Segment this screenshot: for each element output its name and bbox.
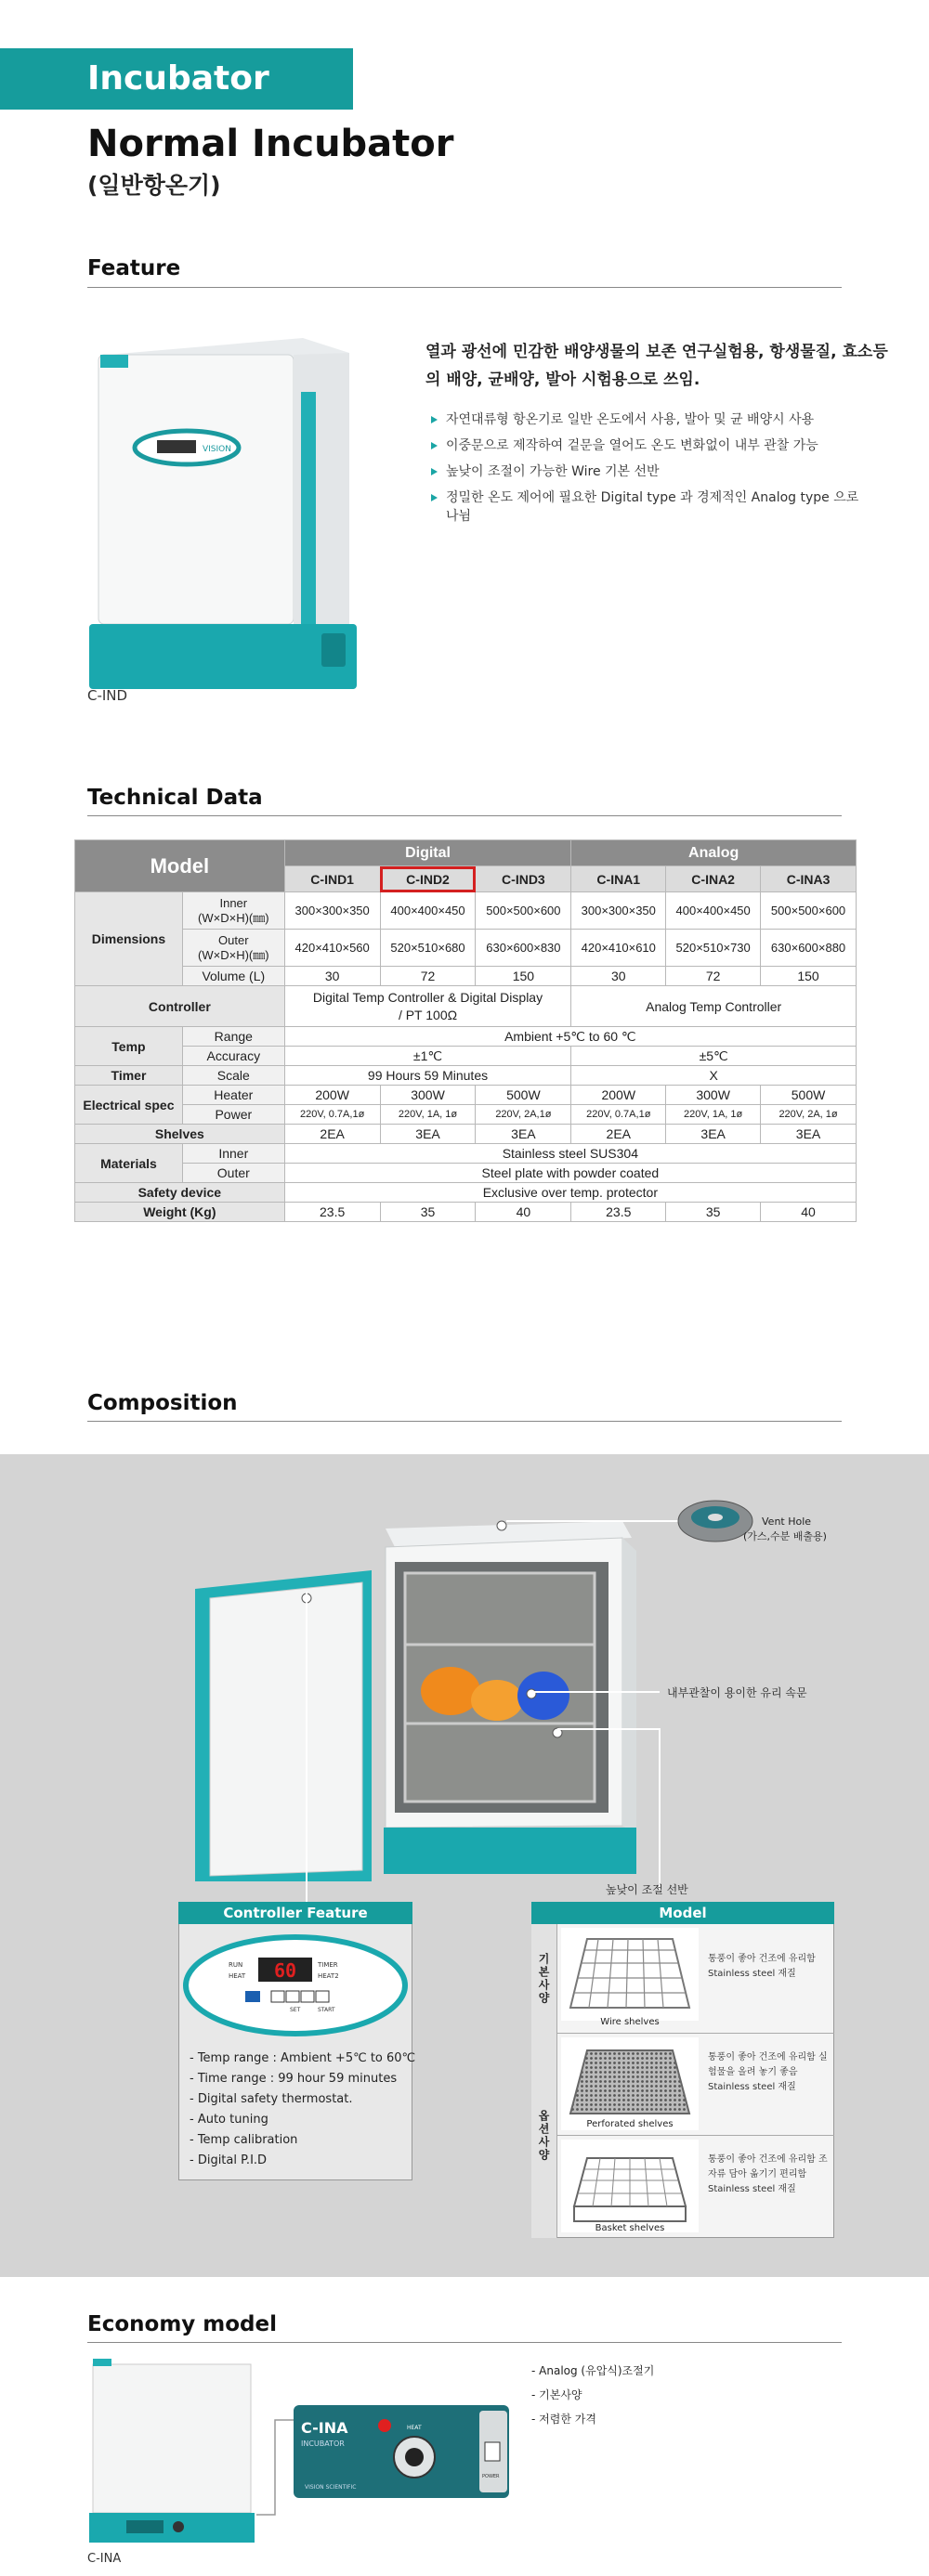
weight: 35 — [380, 1203, 476, 1222]
shelves-label: Shelves — [75, 1125, 285, 1144]
weight: 40 — [761, 1203, 857, 1222]
shelves: 3EA — [761, 1125, 857, 1144]
economy-image-caption: C-INA — [87, 2552, 122, 2566]
inner-dim: 500×500×600 — [476, 892, 571, 930]
model-box-title: Model — [531, 1902, 834, 1924]
volume: 30 — [571, 967, 666, 986]
composition-section-title: Composition — [87, 1391, 238, 1415]
controller-digital-line2: / PT 100Ω — [398, 1007, 458, 1022]
weight: 35 — [666, 1203, 761, 1222]
controller-feature-item: - Temp range : Ambient +5℃ to 60℃ — [190, 2051, 416, 2065]
feature-section-title: Feature — [87, 256, 181, 280]
inner-dim: 500×500×600 — [761, 892, 857, 930]
power: 220V, 0.7A,1ø — [571, 1105, 666, 1125]
economy-item: - 저렴한 가격 — [531, 2413, 596, 2426]
volume: 150 — [476, 967, 571, 986]
heater: 500W — [476, 1086, 571, 1105]
volume: 72 — [380, 967, 476, 986]
outer-dim: 520×510×680 — [380, 930, 476, 967]
range-value: Ambient +5℃ to 60 ℃ — [284, 1027, 856, 1047]
start-label: START — [318, 2007, 335, 2013]
outer-dim: 630×600×830 — [476, 930, 571, 967]
weight: 40 — [476, 1203, 571, 1222]
set-label: SET — [290, 2007, 301, 2013]
page-subtitle: (일반항온기) — [87, 172, 221, 199]
weight: 23.5 — [571, 1203, 666, 1222]
model-row-basket — [557, 2136, 834, 2238]
volume: 150 — [761, 967, 857, 986]
power-label: Power — [182, 1105, 284, 1125]
perforated-shelf-image — [561, 2037, 699, 2130]
mat-inner-label: Inner — [182, 1144, 284, 1164]
power: 220V, 2A,1ø — [476, 1105, 571, 1125]
outer-dim: 420×410×610 — [571, 930, 666, 967]
economy-section-title: Economy model — [87, 2312, 278, 2336]
shelf-label: 높낮이 조절 선반 — [606, 1883, 688, 1896]
economy-divider — [87, 2342, 842, 2343]
economy-item: - Analog (유압식)조절기 — [531, 2364, 655, 2377]
feature-list — [429, 410, 875, 533]
feature-display-brand: VISION — [203, 445, 231, 454]
heater-label: Heater — [182, 1086, 284, 1105]
inner-dim: 300×300×350 — [284, 892, 380, 930]
power: 220V, 2A, 1ø — [761, 1105, 857, 1125]
mat-inner: Stainless steel SUS304 — [284, 1144, 856, 1164]
basket-shelf-caption: Basket shelves — [595, 2223, 665, 2233]
feature-divider — [87, 287, 842, 288]
model-name: C-INA2 — [666, 866, 761, 892]
controller-display-value: 60 — [273, 1959, 297, 1982]
feature-bullet: 정밀한 온도 제어에 필요한 Digital type 과 경제적인 Analog type 으로 나뉨 — [429, 488, 875, 526]
mat-outer-label: Outer — [182, 1164, 284, 1183]
analog-power-label: POWER — [482, 2474, 500, 2479]
basket-shelf-image — [561, 2140, 699, 2232]
weight-label: Weight (Kg) — [75, 1203, 285, 1222]
analog-panel-sub: INCUBATOR — [301, 2439, 345, 2448]
power: 220V, 1A, 1ø — [380, 1105, 476, 1125]
feature-headline: 열과 광선에 민감한 배양생물의 보존 연구실험용, 항생물질, 효소등의 배양, 균배양, 발아 시험용으로 쓰임. — [425, 343, 888, 389]
analog-panel-title: C-INA — [301, 2419, 348, 2437]
heat-label: HEAT — [229, 1972, 246, 1980]
tech-divider — [87, 815, 842, 816]
analog-heat-label: HEAT — [407, 2425, 422, 2431]
scale-label: Scale — [182, 1066, 284, 1086]
shelves: 3EA — [476, 1125, 571, 1144]
shelves: 2EA — [571, 1125, 666, 1144]
page-title: Normal Incubator — [87, 123, 454, 165]
feature-image-caption: C-IND — [87, 687, 128, 704]
composition-divider — [87, 1421, 842, 1422]
model-name: C-IND3 — [476, 866, 571, 892]
controller-feature-title: Controller Feature — [178, 1902, 412, 1924]
shelves: 3EA — [380, 1125, 476, 1144]
wire-shelf-desc: 통풍이 좋아 건조에 유리함 Stainless steel 재질 — [708, 1954, 816, 1979]
power: 220V, 1A, 1ø — [666, 1105, 761, 1125]
controller-feature-item: - Digital P.I.D — [190, 2153, 268, 2167]
accuracy-label: Accuracy — [182, 1047, 284, 1066]
glass-door-label: 내부관찰이 용이한 유리 속문 — [667, 1686, 807, 1699]
model-name: C-INA3 — [761, 866, 857, 892]
feature-bullet: 자연대류형 항온기로 일반 온도에서 사용, 발아 및 균 배양시 사용 — [429, 410, 875, 429]
outer-dim-label — [182, 930, 284, 967]
dimensions-label: Dimensions — [75, 892, 183, 986]
controller-analog: Analog Temp Controller — [571, 986, 857, 1027]
model-row-wire — [557, 1924, 834, 2034]
materials-label: Materials — [75, 1144, 183, 1183]
tech-section-title: Technical Data — [87, 786, 263, 810]
controller-feature-item: - Temp calibration — [190, 2133, 298, 2147]
heat2-label: HEAT2 — [318, 1972, 339, 1980]
model-name: C-IND1 — [284, 866, 380, 892]
inner-dim-label — [182, 892, 284, 930]
economy-item: - 기본사양 — [531, 2388, 582, 2401]
category-banner: Incubator — [0, 48, 353, 110]
safety-label: Safety device — [75, 1183, 285, 1203]
inner-dim: 300×300×350 — [571, 892, 666, 930]
controller-feature-list — [190, 2049, 415, 2171]
temp-label: Temp — [75, 1027, 183, 1066]
range-label: Range — [182, 1027, 284, 1047]
controller-feature-item: - Auto tuning — [190, 2113, 268, 2127]
controller-panel-image — [180, 1932, 411, 2039]
accuracy-analog: ±5℃ — [571, 1047, 857, 1066]
perforated-shelf-desc: 통풍이 좋아 건조에 유리함 실험물을 올려 놓기 좋음 Stainless steel 재질 — [708, 2052, 828, 2092]
timer-digital: 99 Hours 59 Minutes — [284, 1066, 571, 1086]
inner-dim: 400×400×450 — [666, 892, 761, 930]
model-name: C-INA1 — [571, 866, 666, 892]
timer-analog: X — [571, 1066, 857, 1086]
analog-panel-image — [294, 2405, 509, 2498]
heater: 500W — [761, 1086, 857, 1105]
heater: 300W — [380, 1086, 476, 1105]
option-spec-label: 옵션사양 — [531, 2034, 557, 2238]
inner-dim: 400×400×450 — [380, 892, 476, 930]
electrical-label: Electrical spec — [75, 1086, 183, 1125]
dim-unit: (W×D×H)(㎜) — [198, 947, 269, 962]
feature-bullet: 이중문으로 제작하여 겉문을 열어도 온도 변화없이 내부 관찰 가능 — [429, 436, 875, 455]
safety-value: Exclusive over temp. protector — [284, 1183, 856, 1203]
volume-label: Volume (L) — [182, 967, 284, 986]
controller-feature-item: - Time range : 99 hour 59 minutes — [190, 2072, 398, 2086]
spec-table — [74, 839, 857, 1222]
basic-spec-label: 기본사양 — [531, 1924, 557, 2034]
analog-panel-brand: VISION SCIENTIFIC — [305, 2484, 357, 2491]
timer-label: Timer — [75, 1066, 183, 1086]
analog-header: Analog — [571, 840, 857, 866]
digital-header: Digital — [284, 840, 571, 866]
volume: 72 — [666, 967, 761, 986]
vent-hole-sublabel: (가스,수분 배출용) — [743, 1530, 827, 1542]
economy-incubator-image — [89, 2355, 256, 2546]
economy-list — [531, 2359, 654, 2431]
accuracy-digital: ±1℃ — [284, 1047, 571, 1066]
run-label: RUN — [229, 1961, 243, 1969]
dim-unit: (W×D×H)(㎜) — [198, 910, 269, 925]
model-row-perforated — [557, 2034, 834, 2136]
shelves: 3EA — [666, 1125, 761, 1144]
model-header: Model — [75, 840, 285, 892]
vent-hole-label: Vent Hole — [762, 1516, 812, 1528]
controller-digital — [284, 986, 571, 1027]
basket-shelf-desc: 통풍이 좋아 건조에 유리함 조자류 담아 옮기기 편리함 Stainless steel 재질 — [708, 2154, 828, 2194]
inner-label: Inner — [219, 895, 248, 910]
outer-dim: 630×600×880 — [761, 930, 857, 967]
volume: 30 — [284, 967, 380, 986]
mat-outer: Steel plate with powder coated — [284, 1164, 856, 1183]
heater: 200W — [284, 1086, 380, 1105]
wire-shelf-image — [561, 1928, 699, 2021]
model-name-selected: C-IND2 — [380, 866, 476, 892]
perforated-shelf-caption: Perforated shelves — [586, 2119, 674, 2129]
outer-dim: 520×510×730 — [666, 930, 761, 967]
controller-digital-line1: Digital Temp Controller & Digital Display — [312, 989, 543, 1005]
shelves: 2EA — [284, 1125, 380, 1144]
outer-label: Outer — [218, 932, 249, 947]
controller-label: Controller — [75, 986, 285, 1027]
heater: 200W — [571, 1086, 666, 1105]
weight: 23.5 — [284, 1203, 380, 1222]
outer-dim: 420×410×560 — [284, 930, 380, 967]
timer-label: TIMER — [318, 1961, 338, 1969]
wire-shelf-caption: Wire shelves — [600, 2017, 660, 2027]
heater: 300W — [666, 1086, 761, 1105]
feature-bullet: 높낮이 조절이 가능한 Wire 기본 선반 — [429, 462, 875, 481]
incubator-product-image — [89, 327, 368, 698]
controller-feature-item: - Digital safety thermostat. — [190, 2092, 353, 2106]
power: 220V, 0.7A,1ø — [284, 1105, 380, 1125]
